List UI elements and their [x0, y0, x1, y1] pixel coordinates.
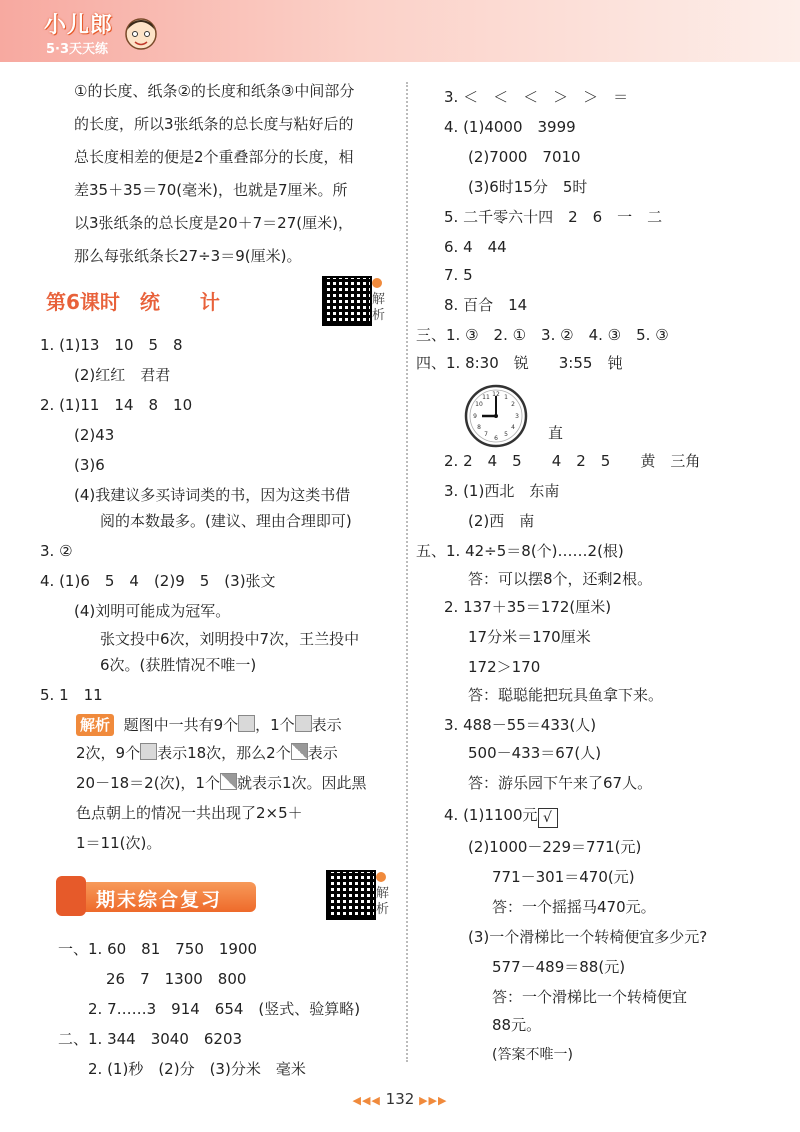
- answer-line: 6次。(获胜情况不唯一): [100, 656, 257, 674]
- answer-line: 2. 137＋35＝172(厘米): [444, 598, 612, 616]
- page-number-text: 132: [385, 1090, 415, 1108]
- answer-line: 阅的本数最多。(建议、理由合理即可): [100, 512, 352, 530]
- answer-line-check: [444, 804, 558, 828]
- square-icon: [295, 715, 312, 732]
- explanation-line-4: 色点朝上的情况一共出现了2×5＋: [76, 804, 303, 822]
- answer-line: 三、1. ③ 2. ① 3. ② 4. ③ 5. ③: [416, 326, 669, 344]
- answer-line: (3)6: [74, 456, 105, 474]
- answer-line: 3. ②: [40, 542, 73, 560]
- review-line: 二、1. 344 3040 6203: [58, 1030, 243, 1048]
- answer-line: (2)7000 7010: [468, 148, 581, 166]
- intro-line: 那么每张纸条长27÷3＝9(厘米)。: [74, 247, 302, 265]
- svg-text:5: 5: [504, 431, 508, 438]
- answer-line: 88元。: [492, 1016, 542, 1034]
- review-banner: [56, 876, 256, 916]
- svg-text:10: 10: [475, 401, 483, 408]
- check-box-icon: √: [538, 808, 558, 828]
- answer-line: (2)西 南: [468, 512, 535, 530]
- answer-line: 答：一个摇摇马470元。: [492, 898, 656, 916]
- review-line: 2. 7……3 914 654 (竖式、验算略): [88, 1000, 361, 1018]
- square-icon: [140, 743, 157, 760]
- answer-line: 答：聪聪能把玩具鱼拿下来。: [468, 686, 664, 704]
- page-number: [0, 1090, 800, 1108]
- svg-text:4: 4: [511, 424, 515, 431]
- review-line: 2. (1)秒 (2)分 (3)分米 毫米: [88, 1060, 306, 1078]
- answer-line: (2)43: [74, 426, 115, 444]
- intro-line: 总长度相差的便是2个重叠部分的长度，相: [74, 148, 354, 166]
- section-title-lesson6: 第6课时 统 计: [46, 290, 220, 314]
- svg-text:6: 6: [494, 435, 498, 442]
- brand-logo: [44, 8, 156, 58]
- answer-line: 五、1. 42÷5＝8(个)……2(根): [416, 542, 624, 560]
- svg-text:9: 9: [473, 413, 477, 420]
- answer-line: 172＞170: [468, 658, 541, 676]
- svg-text:12: 12: [492, 391, 500, 398]
- answer-line: 答：可以摆8个，还剩2根。: [468, 570, 653, 588]
- svg-text:3: 3: [515, 413, 519, 420]
- play-dot-icon: [376, 872, 386, 882]
- svg-text:7: 7: [484, 431, 488, 438]
- mascot-icon: [122, 12, 160, 56]
- answer-line: (4)刘明可能成为冠军。: [74, 602, 231, 620]
- answer-line: 500－433＝67(人): [468, 744, 602, 762]
- answer-line: 5. 二千零六十四 2 6 一 二: [444, 208, 663, 226]
- answer-line: 3. ＜ ＜ ＜ ＞ ＞ ＝: [444, 88, 629, 106]
- answer-line: (4)我建议多买诗词类的书，因为这类书借: [74, 486, 351, 504]
- answer-line: 4. (1)6 5 4 (2)9 5 (3)张文: [40, 572, 276, 590]
- next-arrows-icon: ▶▶▶: [419, 1094, 448, 1107]
- answer-line: 2. (1)11 14 8 10: [40, 396, 193, 414]
- svg-text:2: 2: [511, 401, 515, 408]
- answer-line: 答：游乐园下午来了67人。: [468, 774, 653, 792]
- answer-line: 3. (1)西北 东南: [444, 482, 560, 500]
- answer-line: 2. 2 4 5 4 2 5 黄 三角: [444, 452, 701, 470]
- square-icon: [238, 715, 255, 732]
- intro-line: 以3张纸条的总长度是20＋7＝27(厘米)，: [74, 214, 353, 232]
- answer-line: (3)一个滑梯比一个转椅便宜多少元?: [468, 928, 708, 946]
- column-divider: [406, 82, 408, 1062]
- clock-icon: [464, 384, 528, 448]
- triangle-icon: [291, 743, 308, 760]
- intro-line: ①的长度、纸条②的长度和纸条③中间部分: [74, 82, 355, 100]
- answer-line: 771－301＝470(元): [492, 868, 635, 886]
- answer-line: 5. 1 11: [40, 686, 103, 704]
- answer-line: (答案不唯一): [492, 1047, 573, 1063]
- answer-line: (2)红红 君君: [74, 366, 171, 384]
- explanation-text: ，1个: [255, 716, 295, 734]
- answer-line: 3. 488－55＝433(人): [444, 716, 597, 734]
- qr-label: 解析: [372, 292, 386, 323]
- explanation-text: 就表示1次。因此黑: [236, 774, 367, 792]
- explanation-line-1: [76, 714, 342, 736]
- brand-sub: 5·3天天练: [46, 42, 109, 57]
- answer-line: 6. 4 44: [444, 238, 507, 256]
- explanation-text: 表示: [311, 716, 342, 734]
- brand-name: 小儿郎: [44, 13, 114, 38]
- play-dot-icon: [372, 278, 382, 288]
- explanation-text: 表示: [307, 744, 338, 762]
- qr-label: 解析: [376, 886, 390, 917]
- review-title: 期末综合复习: [96, 889, 223, 911]
- explanation-line-2: [76, 742, 338, 764]
- answer-line: (3)6时15分 5时: [468, 178, 588, 196]
- explanation-text: 题图中一共有9个: [123, 716, 239, 734]
- explanation-badge: 解析: [76, 714, 114, 736]
- answer-line: (2)1000－229＝771(元): [468, 838, 642, 856]
- svg-text:1: 1: [504, 394, 508, 401]
- triangle-icon: [220, 773, 237, 790]
- svg-text:8: 8: [477, 424, 481, 431]
- qr-code-icon[interactable]: [326, 870, 376, 920]
- intro-line: 差35＋35＝70(毫米)，也就是7厘米。所: [74, 181, 348, 199]
- explanation-line-5: 1＝11(次)。: [76, 834, 162, 852]
- answer-line: 答：一个滑梯比一个转椅便宜: [492, 988, 688, 1006]
- explanation-line-3: [76, 772, 367, 794]
- answer-line: 4. (1)4000 3999: [444, 118, 576, 136]
- answer-line: 张文投中6次，刘明投中7次，王兰投中: [100, 630, 360, 648]
- review-line: 26 7 1300 800: [106, 970, 247, 988]
- explanation-text: 20－18＝2(次)，1个: [76, 774, 220, 792]
- answer-text: 4. (1)1100元: [444, 806, 538, 824]
- qr-code-icon[interactable]: [322, 276, 372, 326]
- explanation-text: 表示18次，那么2个: [157, 744, 291, 762]
- angle-label: 直: [548, 424, 564, 442]
- answer-line: 8. 百合 14: [444, 296, 528, 314]
- explanation-text: 2次，9个: [76, 744, 141, 762]
- answer-line: 577－489＝88(元): [492, 958, 626, 976]
- intro-line: 的长度，所以3张纸条的总长度与粘好后的: [74, 115, 354, 133]
- answer-line: 17分米＝170厘米: [468, 628, 591, 646]
- answer-line: 四、1. 8:30 锐 3:55 钝: [416, 354, 623, 372]
- svg-text:11: 11: [482, 394, 490, 401]
- answer-line: 1. (1)13 10 5 8: [40, 336, 183, 354]
- answer-line: 7. 5: [444, 266, 473, 284]
- review-line: 一、1. 60 81 750 1900: [58, 940, 258, 958]
- prev-arrows-icon: ◀◀◀: [352, 1094, 381, 1107]
